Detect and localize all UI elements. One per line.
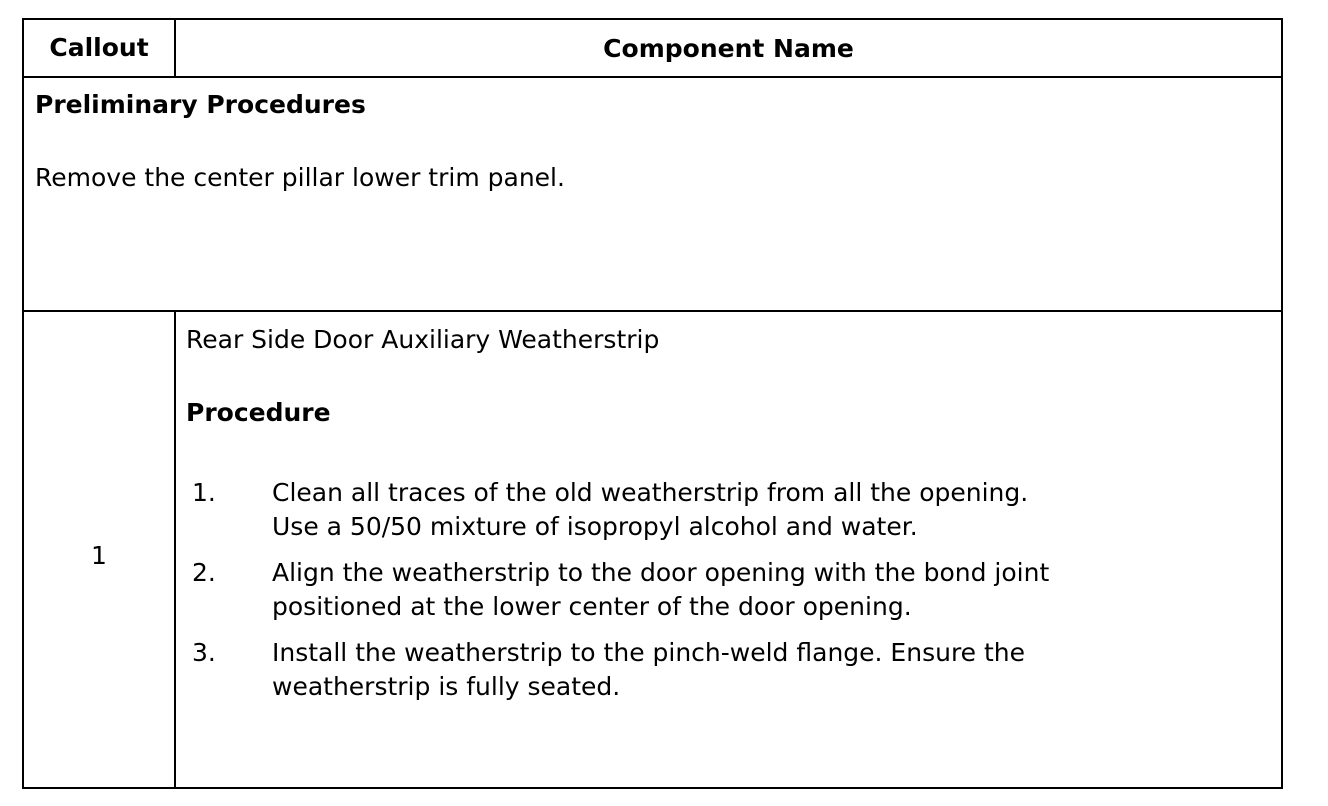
procedure-step xyxy=(176,556,1281,624)
preliminary-procedures-row xyxy=(24,78,1281,312)
component-name: Rear Side Door Auxiliary Weatherstrip xyxy=(186,325,660,354)
step-text xyxy=(272,556,1232,624)
procedure-step xyxy=(176,476,1281,544)
preliminary-procedures-text: Remove the center pillar lower trim panel. xyxy=(35,163,565,192)
table-header-row xyxy=(24,20,1281,78)
callout-number: 1 xyxy=(91,541,107,570)
step-number: 2. xyxy=(192,558,216,587)
component-name-column-header: Component Name xyxy=(603,34,854,63)
step-text xyxy=(272,636,1232,704)
step-text-line: Install the weatherstrip to the pinch-weld flange. Ensure the xyxy=(272,638,1026,667)
step-text-line: Use a 50/50 mixture of isopropyl alcohol and water. xyxy=(272,512,918,541)
step-text-line: Align the weatherstrip to the door opening with the bond joint xyxy=(272,558,1050,587)
preliminary-procedures-heading: Preliminary Procedures xyxy=(35,90,366,119)
step-number: 3. xyxy=(192,638,216,667)
table-row xyxy=(24,312,1281,787)
callout-column-header: Callout xyxy=(24,20,176,76)
step-text-line: positioned at the lower center of the door opening. xyxy=(272,592,912,621)
procedure-step xyxy=(176,636,1281,704)
procedure-heading: Procedure xyxy=(186,398,331,427)
callout-cell xyxy=(24,312,176,787)
step-text-line: Clean all traces of the old weatherstrip from all the opening. xyxy=(272,478,1029,507)
step-number: 1. xyxy=(192,478,216,507)
component-cell xyxy=(176,312,1281,787)
procedure-table xyxy=(22,18,1283,789)
step-text-line: weatherstrip is fully seated. xyxy=(272,672,621,701)
procedure-steps-list xyxy=(176,476,1281,716)
step-text xyxy=(272,476,1232,544)
